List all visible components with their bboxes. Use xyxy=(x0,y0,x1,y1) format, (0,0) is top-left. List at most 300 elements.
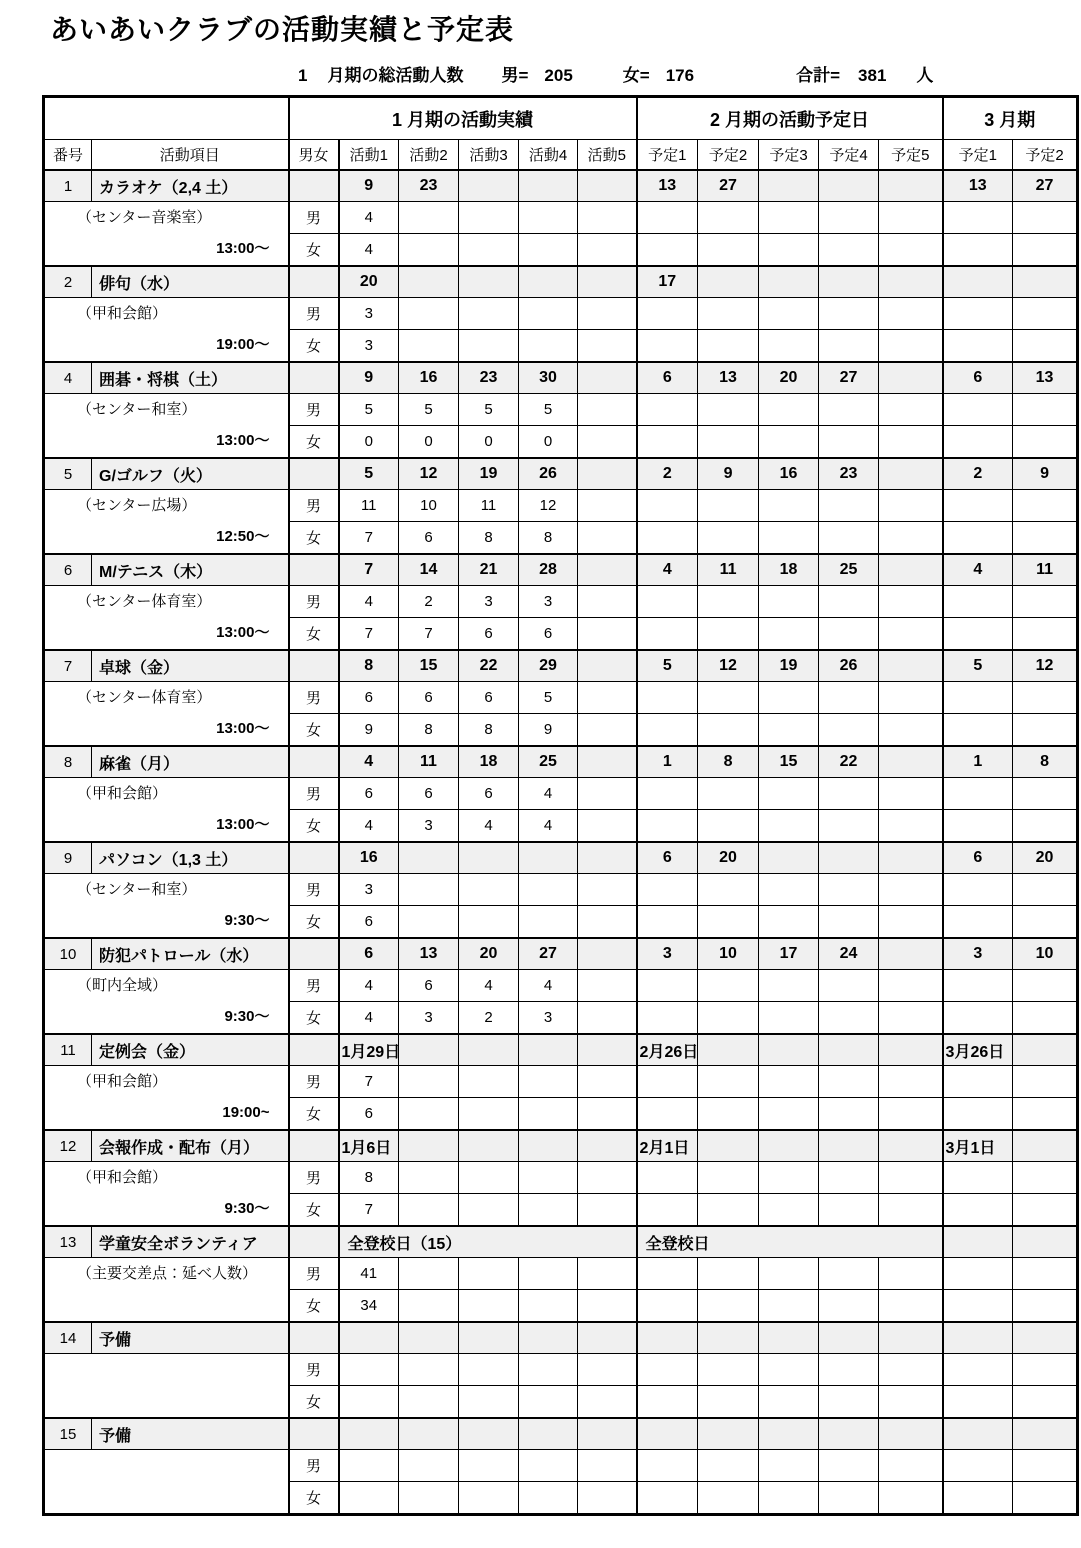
place-label: （センター和室） xyxy=(77,401,197,418)
plan-date-cell: 13 xyxy=(698,362,759,394)
female-count-cell xyxy=(578,330,637,363)
plan-date-cell xyxy=(698,1322,759,1354)
col-header-gender: 男女 xyxy=(289,140,339,171)
plan-empty-cell xyxy=(819,1194,879,1227)
female-count-cell: 6 xyxy=(339,1098,399,1131)
plan-empty-cell xyxy=(879,618,943,651)
female-count-cell xyxy=(399,1386,459,1419)
female-count-cell: 7 xyxy=(339,1194,399,1227)
march-empty-cell xyxy=(943,522,1013,555)
row-number: 13 xyxy=(44,1226,92,1258)
activity-name-row xyxy=(44,938,1078,970)
female-count-cell: 7 xyxy=(339,522,399,555)
female-count-cell xyxy=(339,1482,399,1515)
plan-empty-cell xyxy=(819,330,879,363)
female-count-cell: 0 xyxy=(459,426,519,459)
plan-date-cell xyxy=(879,1130,943,1162)
plan-empty-cell xyxy=(759,490,819,522)
plan-date-cell: 4 xyxy=(637,554,698,586)
march-empty-cell xyxy=(1013,1066,1078,1098)
march-empty-cell xyxy=(1013,1194,1078,1227)
header-group-february: 2 月期の活動予定日 xyxy=(637,97,943,140)
female-count-cell xyxy=(459,1098,519,1131)
col-header-act4: 活動4 xyxy=(519,140,578,171)
march-date-cell: 20 xyxy=(1013,842,1078,874)
plan-date-cell xyxy=(759,1322,819,1354)
march-date-cell xyxy=(1013,1034,1078,1066)
plan-empty-cell xyxy=(819,1098,879,1131)
male-count-cell: 10 xyxy=(399,490,459,522)
plan-empty-cell xyxy=(819,1290,879,1323)
act-date-cell xyxy=(519,1418,578,1450)
plan-date-cell xyxy=(879,1322,943,1354)
act-date-cell: 25 xyxy=(519,746,578,778)
male-count-cell xyxy=(578,682,637,714)
plan-empty-cell xyxy=(879,1482,943,1515)
plan-date-cell: 6 xyxy=(637,842,698,874)
male-count-cell xyxy=(519,202,578,234)
time-label: 9:30～ xyxy=(224,1008,270,1025)
place-label xyxy=(45,1354,288,1385)
march-empty-cell xyxy=(943,298,1013,330)
plan-date-cell xyxy=(759,1130,819,1162)
summary-total-value: 381 xyxy=(858,66,887,85)
act-date-cell: 13 xyxy=(399,938,459,970)
march-date-cell xyxy=(943,1226,1013,1258)
summary-total-label: 合計= xyxy=(796,66,841,85)
plan-date-cell xyxy=(879,746,943,778)
plan-date-cell xyxy=(698,1130,759,1162)
female-count-cell xyxy=(578,234,637,267)
activity-name-row xyxy=(44,842,1078,874)
female-count-cell xyxy=(519,1098,578,1131)
march-date-cell xyxy=(1013,1130,1078,1162)
female-count-cell xyxy=(578,1002,637,1035)
plan-empty-cell xyxy=(698,426,759,459)
plan-date-cell xyxy=(879,842,943,874)
female-count-cell xyxy=(459,906,519,939)
plan-empty-cell xyxy=(698,1098,759,1131)
act-date-cell: 14 xyxy=(399,554,459,586)
plan-empty-cell xyxy=(759,202,819,234)
plan-date-cell xyxy=(819,1418,879,1450)
female-count-cell: 9 xyxy=(339,714,399,747)
female-count-cell xyxy=(578,522,637,555)
female-count-cell: 3 xyxy=(399,1002,459,1035)
plan-empty-cell xyxy=(819,1450,879,1482)
plan-date-cell xyxy=(819,170,879,202)
male-count-cell: 5 xyxy=(519,682,578,714)
plan-empty-cell xyxy=(759,1258,819,1290)
plan-empty-cell xyxy=(759,234,819,267)
plan-empty-cell xyxy=(637,298,698,330)
female-count-cell xyxy=(519,1290,578,1323)
act-date-cell: 20 xyxy=(339,266,399,298)
plan-empty-cell xyxy=(759,906,819,939)
march-date-cell: 9 xyxy=(1013,458,1078,490)
male-label: 男 xyxy=(289,1258,339,1290)
plan-date-cell xyxy=(698,1418,759,1450)
plan-empty-cell xyxy=(698,1258,759,1290)
plan-empty-cell xyxy=(637,1450,698,1482)
plan-empty-cell xyxy=(879,682,943,714)
header-group-january: 1 月期の活動実績 xyxy=(289,97,637,140)
plan-empty-cell xyxy=(698,1194,759,1227)
plan-empty-cell xyxy=(879,1098,943,1131)
activity-name: G/ゴルフ（火） xyxy=(92,458,289,490)
female-count-cell xyxy=(578,1290,637,1323)
female-label: 女 xyxy=(289,330,339,363)
female-count-cell: 3 xyxy=(399,810,459,843)
male-count-cell: 6 xyxy=(399,682,459,714)
plan-empty-cell xyxy=(819,874,879,906)
march-empty-cell xyxy=(1013,298,1078,330)
act-date-cell xyxy=(399,266,459,298)
female-count-cell xyxy=(519,1194,578,1227)
march-date-cell xyxy=(943,1418,1013,1450)
summary-male-label: 男= xyxy=(501,66,529,85)
act-date-cell xyxy=(578,1418,637,1450)
male-count-cell xyxy=(459,1258,519,1290)
act-date-cell: 30 xyxy=(519,362,578,394)
march-date-cell: 12 xyxy=(1013,650,1078,682)
row-number: 4 xyxy=(44,362,92,394)
plan-empty-cell xyxy=(759,426,819,459)
male-count-row xyxy=(44,586,1078,618)
female-label: 女 xyxy=(289,234,339,267)
plan-empty-cell xyxy=(879,426,943,459)
act-date-cell xyxy=(399,1130,459,1162)
plan-date-cell xyxy=(819,1322,879,1354)
male-count-cell xyxy=(519,874,578,906)
plan-empty-cell xyxy=(637,426,698,459)
plan-date-cell xyxy=(819,1130,879,1162)
plan-date-cell xyxy=(698,266,759,298)
plan-date-cell: 27 xyxy=(819,362,879,394)
plan-empty-cell xyxy=(759,586,819,618)
plan-empty-cell xyxy=(637,906,698,939)
male-label: 男 xyxy=(289,490,339,522)
male-count-cell xyxy=(459,1354,519,1386)
plan-empty-cell xyxy=(637,1098,698,1131)
march-date-cell xyxy=(1013,266,1078,298)
male-count-cell: 5 xyxy=(459,394,519,426)
plan-empty-cell xyxy=(698,682,759,714)
female-count-cell: 4 xyxy=(459,810,519,843)
march-empty-cell xyxy=(1013,1482,1078,1515)
gender-spacer-cell xyxy=(289,1130,339,1162)
plan-empty-cell xyxy=(759,1194,819,1227)
male-count-cell xyxy=(339,1450,399,1482)
march-empty-cell xyxy=(943,1162,1013,1194)
male-count-cell xyxy=(578,394,637,426)
march-empty-cell xyxy=(943,714,1013,747)
male-count-cell xyxy=(578,1162,637,1194)
plan-empty-cell xyxy=(819,522,879,555)
plan-date-cell: 27 xyxy=(698,170,759,202)
male-count-cell xyxy=(519,1354,578,1386)
plan-empty-cell xyxy=(819,1386,879,1419)
plan-date-cell xyxy=(637,1418,698,1450)
plan-empty-cell xyxy=(759,394,819,426)
march-empty-cell xyxy=(943,330,1013,363)
plan-date-cell: 6 xyxy=(637,362,698,394)
female-label: 女 xyxy=(289,1290,339,1323)
march-empty-cell xyxy=(943,810,1013,843)
col-header-item: 活動項目 xyxy=(92,140,289,171)
plan-empty-cell xyxy=(879,1162,943,1194)
male-count-cell xyxy=(339,1354,399,1386)
plan-date-cell xyxy=(819,1034,879,1066)
plan-empty-cell xyxy=(759,1002,819,1035)
place-time-cell xyxy=(44,1354,289,1419)
plan-empty-cell xyxy=(759,1162,819,1194)
place-time-cell xyxy=(44,490,289,555)
march-date-cell: 13 xyxy=(943,170,1013,202)
female-count-cell xyxy=(519,330,578,363)
male-count-cell: 6 xyxy=(459,682,519,714)
march-empty-cell xyxy=(943,1066,1013,1098)
female-count-cell xyxy=(578,1098,637,1131)
male-count-row xyxy=(44,490,1078,522)
march-empty-cell xyxy=(1013,874,1078,906)
march-date-cell: 6 xyxy=(943,362,1013,394)
female-count-cell: 4 xyxy=(339,810,399,843)
plan-empty-cell xyxy=(819,778,879,810)
plan-empty-cell xyxy=(759,874,819,906)
female-count-cell: 6 xyxy=(519,618,578,651)
col-header-act3: 活動3 xyxy=(459,140,519,171)
male-count-row xyxy=(44,778,1078,810)
time-label: 13:00～ xyxy=(216,816,270,833)
march-empty-cell xyxy=(1013,1162,1078,1194)
plan-date-cell xyxy=(879,1418,943,1450)
male-count-cell: 3 xyxy=(459,586,519,618)
plan-date-cell xyxy=(759,842,819,874)
male-count-row xyxy=(44,1258,1078,1290)
female-label: 女 xyxy=(289,1002,339,1035)
gender-spacer-cell xyxy=(289,746,339,778)
place-time-cell xyxy=(44,202,289,267)
summary-label: 月期の総活動人数 xyxy=(327,66,464,85)
act-date-cell: 4 xyxy=(339,746,399,778)
activity-name-row xyxy=(44,1322,1078,1354)
female-count-cell: 8 xyxy=(399,714,459,747)
male-count-row xyxy=(44,394,1078,426)
place-time-cell xyxy=(44,778,289,843)
male-count-cell: 3 xyxy=(339,874,399,906)
plan-empty-cell xyxy=(637,394,698,426)
march-empty-cell xyxy=(943,618,1013,651)
plan-date-cell: 24 xyxy=(819,938,879,970)
plan-date-cell xyxy=(879,170,943,202)
page-title: あいあいクラブの活動実績と予定表 xyxy=(50,14,515,45)
male-label: 男 xyxy=(289,874,339,906)
place-time-cell xyxy=(44,298,289,363)
activity-name: 予備 xyxy=(92,1322,289,1354)
male-label: 男 xyxy=(289,394,339,426)
plan-date-cell: 18 xyxy=(759,554,819,586)
plan-empty-cell xyxy=(879,1194,943,1227)
row-number: 10 xyxy=(44,938,92,970)
col-header-march-plan2: 予定2 xyxy=(1013,140,1078,171)
march-date-cell: 3月26日 xyxy=(943,1034,1013,1066)
plan-empty-cell xyxy=(879,586,943,618)
plan-date-cell xyxy=(759,1418,819,1450)
plan-date-cell xyxy=(879,362,943,394)
male-label: 男 xyxy=(289,1354,339,1386)
time-label: 13:00～ xyxy=(216,432,270,449)
male-count-cell xyxy=(578,586,637,618)
female-count-cell: 7 xyxy=(339,618,399,651)
plan-empty-cell xyxy=(879,1386,943,1419)
plan-empty-cell xyxy=(819,1354,879,1386)
female-count-cell: 3 xyxy=(519,1002,578,1035)
acts-merged-cell: 全登校日（15） xyxy=(339,1226,637,1258)
act-date-cell xyxy=(459,1322,519,1354)
male-count-cell: 5 xyxy=(339,394,399,426)
act-date-cell xyxy=(578,746,637,778)
plan-empty-cell xyxy=(637,1162,698,1194)
female-count-cell: 6 xyxy=(339,906,399,939)
male-label: 男 xyxy=(289,1066,339,1098)
plan-empty-cell xyxy=(759,1386,819,1419)
plans-merged-cell: 全登校日 xyxy=(637,1226,943,1258)
male-count-cell xyxy=(578,1450,637,1482)
march-empty-cell xyxy=(1013,1290,1078,1323)
gender-spacer-cell xyxy=(289,1226,339,1258)
time-label: 9:30～ xyxy=(224,912,270,929)
female-count-cell: 0 xyxy=(399,426,459,459)
plan-date-cell: 16 xyxy=(759,458,819,490)
female-count-cell xyxy=(459,330,519,363)
female-count-cell xyxy=(578,1482,637,1515)
plan-date-cell: 12 xyxy=(698,650,759,682)
female-count-cell: 8 xyxy=(459,714,519,747)
place-time-cell xyxy=(44,682,289,747)
plan-empty-cell xyxy=(879,394,943,426)
male-count-cell xyxy=(399,1354,459,1386)
act-date-cell: 1月6日 xyxy=(339,1130,399,1162)
plan-empty-cell xyxy=(879,202,943,234)
male-count-row xyxy=(44,1354,1078,1386)
act-date-cell xyxy=(459,1418,519,1450)
plan-date-cell: 9 xyxy=(698,458,759,490)
col-header-plan5: 予定5 xyxy=(879,140,943,171)
male-count-cell: 4 xyxy=(519,778,578,810)
time-label: 19:00～ xyxy=(216,336,270,353)
plan-empty-cell xyxy=(698,394,759,426)
male-count-cell xyxy=(519,1450,578,1482)
march-empty-cell xyxy=(1013,778,1078,810)
male-count-cell: 4 xyxy=(459,970,519,1002)
plan-empty-cell xyxy=(879,1258,943,1290)
place-label xyxy=(45,1450,288,1481)
plan-empty-cell xyxy=(879,906,943,939)
place-label: （甲和会館） xyxy=(77,1073,168,1090)
female-count-cell: 9 xyxy=(519,714,578,747)
act-date-cell xyxy=(578,266,637,298)
gender-spacer-cell xyxy=(289,938,339,970)
female-label: 女 xyxy=(289,1386,339,1419)
march-date-cell xyxy=(1013,1418,1078,1450)
plan-empty-cell xyxy=(819,1162,879,1194)
summary-male-value: 205 xyxy=(544,66,573,85)
plan-empty-cell xyxy=(819,714,879,747)
col-header-plan3: 予定3 xyxy=(759,140,819,171)
plan-date-cell: 5 xyxy=(637,650,698,682)
plan-date-cell: 25 xyxy=(819,554,879,586)
plan-empty-cell xyxy=(698,714,759,747)
female-count-cell xyxy=(399,234,459,267)
gender-spacer-cell xyxy=(289,1418,339,1450)
march-empty-cell xyxy=(943,1258,1013,1290)
march-empty-cell xyxy=(943,1002,1013,1035)
plan-empty-cell xyxy=(819,234,879,267)
act-date-cell: 18 xyxy=(459,746,519,778)
male-count-cell: 11 xyxy=(339,490,399,522)
plan-empty-cell xyxy=(698,970,759,1002)
place-label: （甲和会館） xyxy=(77,305,168,322)
row-number: 2 xyxy=(44,266,92,298)
plan-date-cell xyxy=(637,1322,698,1354)
gender-spacer-cell xyxy=(289,266,339,298)
act-date-cell: 29 xyxy=(519,650,578,682)
plan-empty-cell xyxy=(879,1450,943,1482)
plan-empty-cell xyxy=(637,490,698,522)
female-count-cell xyxy=(399,1290,459,1323)
female-label: 女 xyxy=(289,522,339,555)
male-count-cell xyxy=(459,1162,519,1194)
act-date-cell: 23 xyxy=(459,362,519,394)
plan-date-cell: 10 xyxy=(698,938,759,970)
male-count-row xyxy=(44,682,1078,714)
plan-date-cell: 22 xyxy=(819,746,879,778)
female-label: 女 xyxy=(289,810,339,843)
male-label: 男 xyxy=(289,1450,339,1482)
gender-spacer-cell xyxy=(289,554,339,586)
act-date-cell xyxy=(578,1034,637,1066)
plan-empty-cell xyxy=(819,906,879,939)
header-group-march: 3 月期 xyxy=(943,97,1078,140)
male-count-cell xyxy=(519,298,578,330)
plan-empty-cell xyxy=(637,1386,698,1419)
act-date-cell: 19 xyxy=(459,458,519,490)
male-count-row xyxy=(44,874,1078,906)
female-count-cell xyxy=(578,1386,637,1419)
march-date-cell xyxy=(1013,1322,1078,1354)
female-count-cell xyxy=(578,906,637,939)
female-label: 女 xyxy=(289,1194,339,1227)
plan-empty-cell xyxy=(759,810,819,843)
gender-spacer-cell xyxy=(289,170,339,202)
male-count-cell: 7 xyxy=(339,1066,399,1098)
act-date-cell xyxy=(339,1322,399,1354)
activity-name-row xyxy=(44,458,1078,490)
plan-date-cell xyxy=(698,1034,759,1066)
male-count-cell xyxy=(399,1066,459,1098)
male-count-cell xyxy=(578,202,637,234)
plan-empty-cell xyxy=(698,874,759,906)
plan-empty-cell xyxy=(879,490,943,522)
place-time-cell xyxy=(44,1066,289,1131)
march-empty-cell xyxy=(1013,1450,1078,1482)
col-header-act1: 活動1 xyxy=(339,140,399,171)
act-date-cell: 11 xyxy=(399,746,459,778)
plan-date-cell: 17 xyxy=(759,938,819,970)
time-label: 13:00～ xyxy=(216,240,270,257)
male-count-cell xyxy=(578,1258,637,1290)
